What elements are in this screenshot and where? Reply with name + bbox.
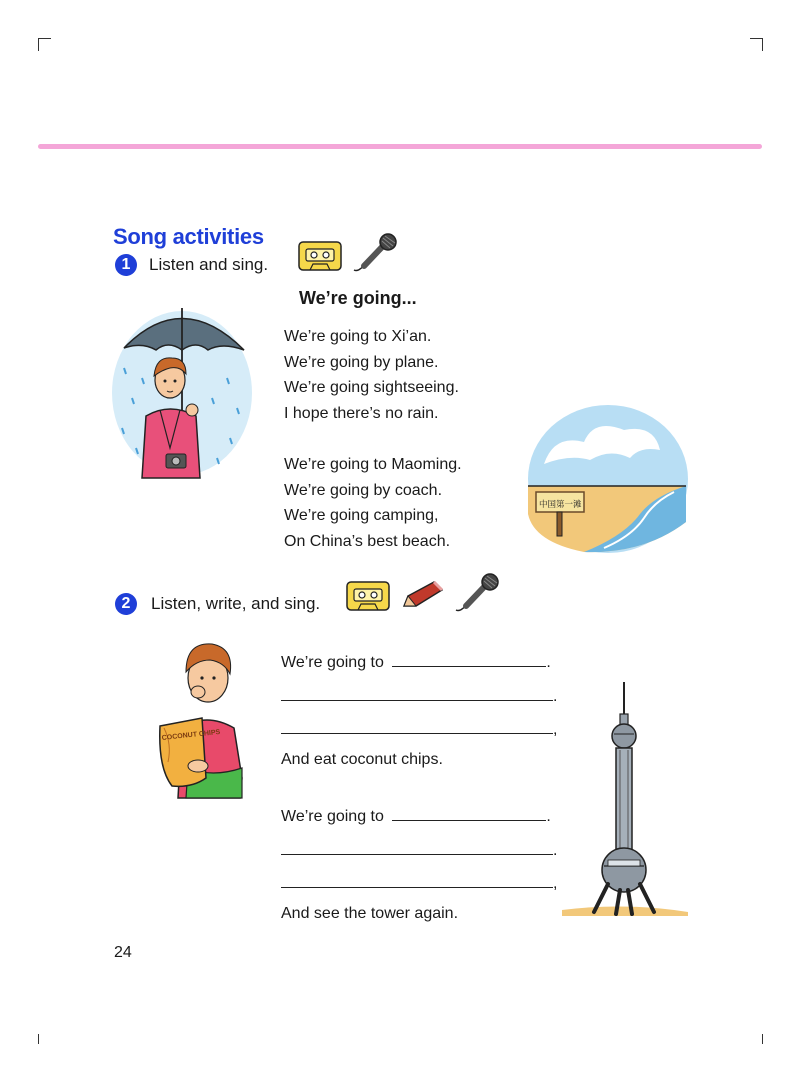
answer-blank[interactable] xyxy=(281,838,553,855)
activity-1-number: 1 xyxy=(115,254,137,276)
answer-blank[interactable] xyxy=(281,871,553,888)
tv-tower-illustration xyxy=(558,680,692,920)
answer-blank[interactable] xyxy=(392,650,546,667)
song-verse-2 xyxy=(284,452,462,554)
lyric-line: I hope there’s no rain. xyxy=(284,404,439,422)
beach-sign-text: 中国第一滩 xyxy=(539,500,582,510)
lyric-line: We’re going to Xi’an. xyxy=(284,328,432,345)
activity-1-instruction: Listen and sing. xyxy=(149,255,269,274)
period: . xyxy=(553,841,558,859)
period: . xyxy=(546,654,551,671)
lyric-line: We’re going by plane. xyxy=(284,353,439,371)
decorative-pink-line xyxy=(38,144,762,149)
period: . xyxy=(546,808,551,825)
write-line-3 xyxy=(281,871,557,897)
write-line-prefix: We’re going to xyxy=(281,808,384,825)
crop-mark-top-left xyxy=(38,38,51,51)
lyric-line: We’re going sightseeing. xyxy=(284,379,459,396)
write-verse-1 xyxy=(281,650,557,772)
write-line-1 xyxy=(281,650,557,676)
song-verse-1 xyxy=(284,324,459,426)
write-line-4: And eat coconut chips. xyxy=(281,750,443,768)
crop-mark-top-right xyxy=(750,38,763,51)
microphone-icon xyxy=(352,232,400,274)
write-line-3 xyxy=(281,717,557,743)
boy-with-coconut-chips-illustration xyxy=(152,628,252,798)
song-title: We’re going... xyxy=(299,288,417,308)
write-line-1 xyxy=(281,804,557,830)
write-line-4: And see the tower again. xyxy=(281,904,459,922)
comma: , xyxy=(553,875,558,892)
write-line-2 xyxy=(281,684,557,710)
chips-bag-label: COCONUT CHIPS xyxy=(161,728,221,742)
cassette-icon xyxy=(298,241,342,271)
activity-2-instruction: Listen, write, and sing. xyxy=(151,594,321,613)
page-number: 24 xyxy=(114,944,132,961)
beach-illustration xyxy=(524,404,690,558)
write-line-2 xyxy=(281,838,557,864)
umbrella-boy-illustration xyxy=(112,298,252,478)
lyric-line: We’re going camping, xyxy=(284,507,439,524)
lyric-line: We’re going to Maoming. xyxy=(284,456,462,473)
microphone-icon xyxy=(454,572,502,614)
crop-mark-bottom-right xyxy=(750,1034,763,1044)
pencil-icon xyxy=(400,580,444,610)
answer-blank[interactable] xyxy=(281,717,553,734)
crop-mark-bottom-left xyxy=(38,1034,51,1044)
answer-blank[interactable] xyxy=(392,804,546,821)
section-title: Song activities xyxy=(113,224,264,249)
write-line-prefix: We’re going to xyxy=(281,654,384,671)
answer-blank[interactable] xyxy=(281,684,553,701)
cassette-icon xyxy=(346,581,390,611)
comma: , xyxy=(553,721,558,738)
write-verse-2 xyxy=(281,804,557,926)
activity-2-number: 2 xyxy=(115,593,137,615)
period: . xyxy=(553,687,558,705)
lyric-line: We’re going by coach. xyxy=(284,481,443,499)
lyric-line: On China’s best beach. xyxy=(284,532,451,550)
